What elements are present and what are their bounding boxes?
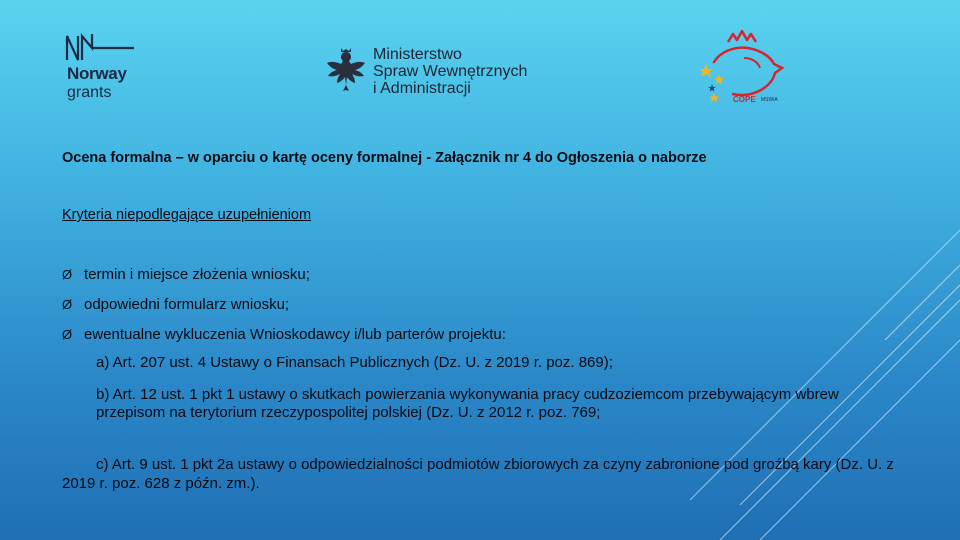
subitem-b: b) Art. 12 ust. 1 pkt 1 ustawy o skutkach powierzania wykonywania pracy cudzoziemcom przebywającym wbrew przepisom na terytorium rzeczypospolitej polskiej (Dz. U. z 2012 r. poz. 769;	[96, 386, 839, 421]
bullet-item	[62, 296, 289, 313]
bullet-item	[62, 326, 506, 343]
arrow-bullet-icon: Ø	[62, 267, 73, 282]
bullet-text: ewentualne wykluczenia Wnioskodawcy i/lub parterów projektu:	[84, 326, 506, 343]
arrow-bullet-icon: Ø	[62, 327, 73, 342]
norway-grants-logo	[64, 30, 144, 110]
cope-logo	[692, 28, 792, 110]
bullet-item	[62, 266, 310, 283]
slide-heading: Ocena formalna – w oparciu o kartę oceny formalnej - Załącznik nr 4 do Ogłoszenia o naborze	[62, 150, 707, 166]
cope-sub: MSWiA	[761, 97, 778, 103]
criteria-subheading: Kryteria niepodlegające uzupełnieniom	[62, 207, 312, 223]
grants-logo-word: grants	[67, 84, 112, 101]
arrow-bullet-icon: Ø	[62, 297, 73, 312]
subitem-a: a) Art. 207 ust. 4 Ustawy o Finansach Publicznych (Dz. U. z 2019 r. poz. 869);	[96, 354, 613, 371]
ministry-name-line2: Spraw Wewnętrznych	[373, 63, 528, 80]
ministry-name-line3: i Administracji	[373, 80, 471, 97]
cope-name: COPE	[733, 95, 756, 104]
norway-logo-mark	[64, 30, 144, 64]
ministry-logo	[325, 46, 545, 100]
ministry-name-line1: Ministerstwo	[373, 46, 462, 63]
bullet-text: odpowiedni formularz wniosku;	[84, 296, 290, 313]
bullet-text: termin i miejsce złożenia wniosku;	[84, 266, 310, 283]
eagle-emblem-icon	[325, 46, 367, 98]
ministry-name	[373, 46, 527, 97]
subitem-c: c) Art. 9 ust. 1 pkt 2a ustawy o odpowiedzialności podmiotów zbiorowych za czyny zabronione pod groźbą kary (Dz. U. z 2019 r. poz. 628 z późn. zm.).	[62, 456, 894, 492]
norway-logo-word: Norway	[67, 64, 127, 83]
